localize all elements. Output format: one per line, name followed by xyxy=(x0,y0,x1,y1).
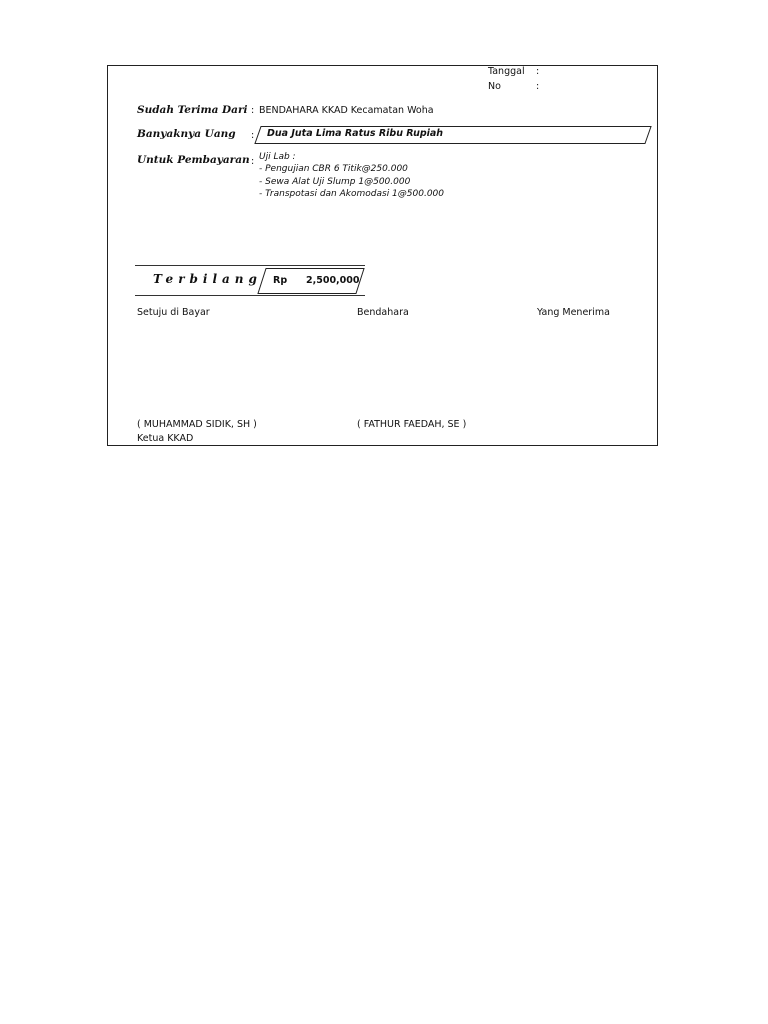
approver-role: Ketua KKAD xyxy=(137,433,194,444)
payment-line-item: - Pengujian CBR 6 Titik@250.000 xyxy=(259,164,408,174)
amount-words-label: Banyaknya Uang xyxy=(137,128,236,140)
payment-line-item: - Sewa Alat Uji Slump 1@500.000 xyxy=(259,177,411,187)
received-from-value: BENDAHARA KKAD Kecamatan Woha xyxy=(259,105,434,116)
approver-name: ( MUHAMMAD SIDIK, SH ) xyxy=(137,419,257,430)
treasurer-title: Bendahara xyxy=(357,307,409,318)
received-from-label: Sudah Terima Dari xyxy=(137,104,248,116)
terbilang-amount: 2,500,000 xyxy=(306,275,360,286)
receiver-title: Yang Menerima xyxy=(537,307,610,318)
number-label: No xyxy=(488,81,501,92)
amount-words-box xyxy=(253,126,653,144)
date-label: Tanggal xyxy=(488,66,525,77)
payment-for-colon: : xyxy=(251,156,255,167)
approver-title: Setuju di Bayar xyxy=(137,307,210,318)
amount-words-value: Dua Juta Lima Ratus Ribu Rupiah xyxy=(267,128,444,139)
payment-line-heading: Uji Lab : xyxy=(259,152,296,162)
terbilang-label: Terbilang xyxy=(153,272,262,286)
treasurer-name: ( FATHUR FAEDAH, SE ) xyxy=(357,419,467,430)
received-from-colon: : xyxy=(251,105,255,116)
receipt-form xyxy=(107,65,658,446)
payment-line-item: - Transpotasi dan Akomodasi 1@500.000 xyxy=(259,189,444,199)
terbilang-top-rule xyxy=(135,265,365,266)
terbilang-bottom-rule xyxy=(135,295,365,296)
number-colon: : xyxy=(536,81,540,92)
date-colon: : xyxy=(536,66,540,77)
terbilang-currency: Rp xyxy=(273,275,288,286)
amount-words-colon: : xyxy=(251,130,255,141)
terbilang-amount-box xyxy=(256,268,366,294)
payment-for-label: Untuk Pembayaran xyxy=(137,154,250,166)
